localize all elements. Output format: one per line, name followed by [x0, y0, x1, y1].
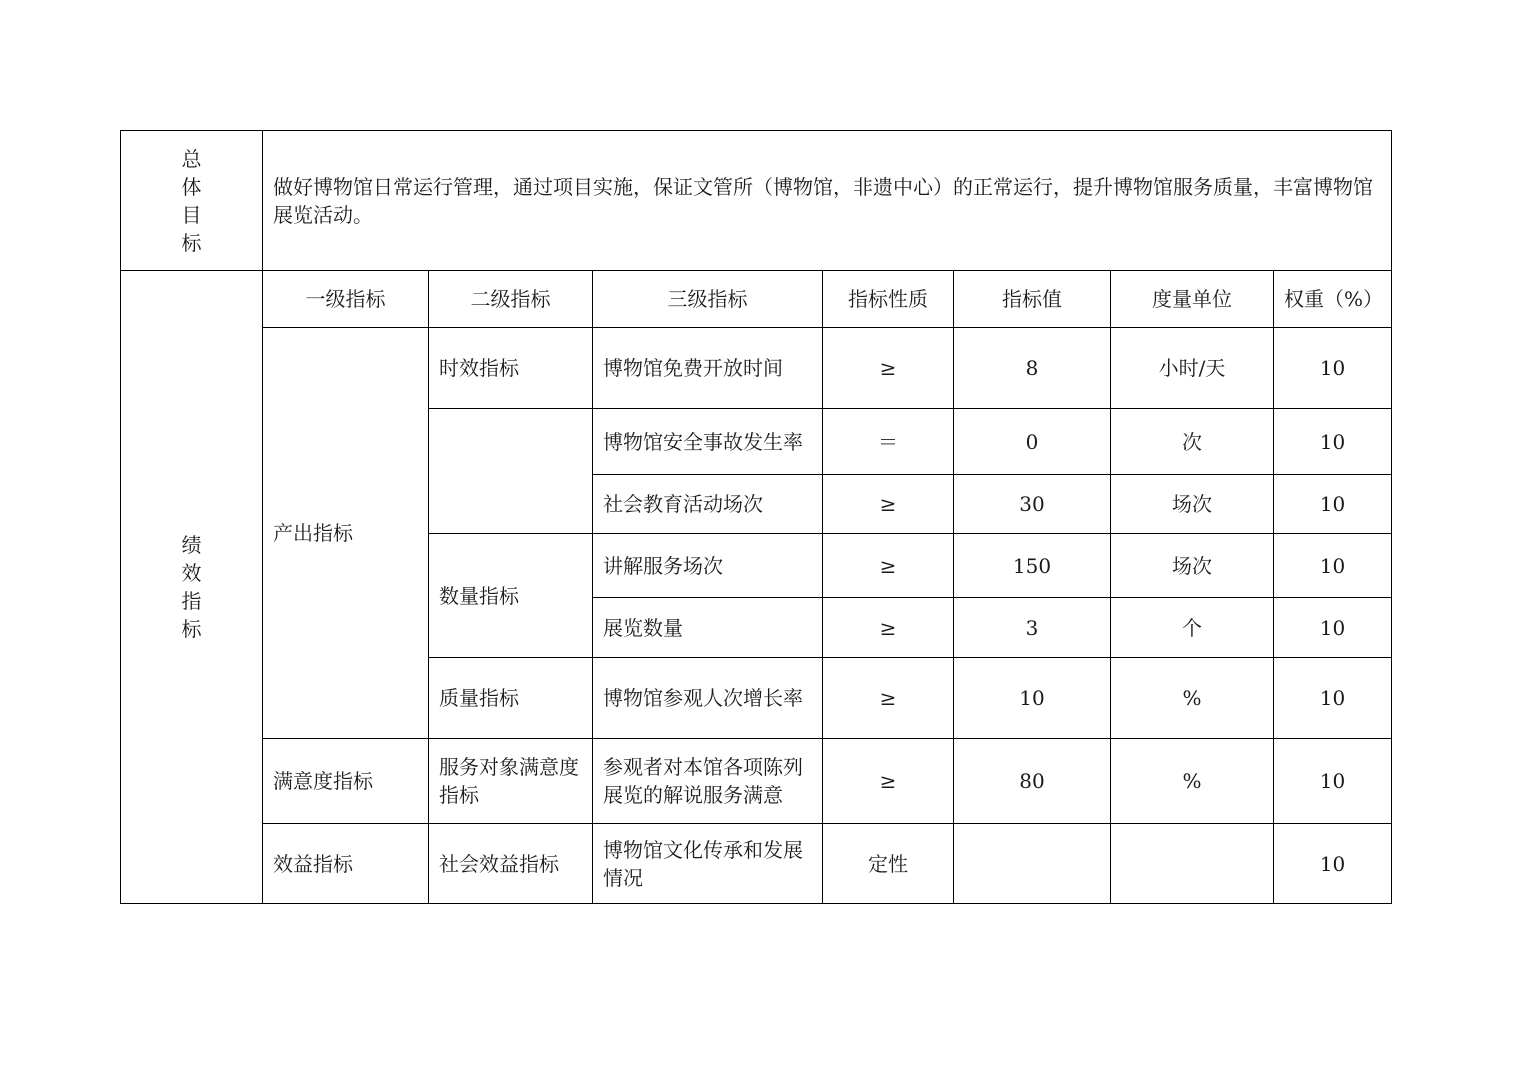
goal-row: [121, 131, 1392, 271]
unit-cell: %: [1111, 658, 1274, 739]
unit-cell: %: [1111, 739, 1274, 824]
level2-service-satisfaction: 服务对象满意度指标: [429, 739, 593, 824]
weight-cell: 10: [1274, 739, 1392, 824]
nature-cell: ≥: [823, 534, 954, 598]
unit-cell: 次: [1111, 409, 1274, 475]
level3-name: 讲解服务场次: [593, 534, 823, 598]
weight-cell: 10: [1274, 658, 1392, 739]
header-row: [121, 271, 1392, 328]
value-cell: 80: [954, 739, 1111, 824]
indicators-label: 绩效指标: [181, 533, 202, 641]
weight-cell: 10: [1274, 328, 1392, 409]
level2-timeliness: 时效指标: [429, 328, 593, 409]
value-cell: 10: [954, 658, 1111, 739]
table-row: [121, 824, 1392, 904]
level1-satisfaction: 满意度指标: [263, 739, 429, 824]
weight-cell: 10: [1274, 598, 1392, 658]
table-row: [121, 739, 1392, 824]
level3-name: 博物馆文化传承和发展情况: [593, 824, 823, 904]
unit-cell: [1111, 824, 1274, 904]
nature-cell: 定性: [823, 824, 954, 904]
header-value: 指标值: [954, 271, 1111, 328]
weight-cell: 10: [1274, 534, 1392, 598]
nature-cell: ≥: [823, 328, 954, 409]
level2-quantity: 数量指标: [429, 534, 593, 658]
level3-name: 博物馆免费开放时间: [593, 328, 823, 409]
nature-cell: ≥: [823, 475, 954, 534]
header-level1: 一级指标: [263, 271, 429, 328]
level2-social-benefit: 社会效益指标: [429, 824, 593, 904]
unit-cell: 场次: [1111, 475, 1274, 534]
value-cell: 3: [954, 598, 1111, 658]
value-cell: [954, 824, 1111, 904]
value-cell: 30: [954, 475, 1111, 534]
weight-cell: 10: [1274, 475, 1392, 534]
header-unit: 度量单位: [1111, 271, 1274, 328]
value-cell: 0: [954, 409, 1111, 475]
weight-cell: 10: [1274, 409, 1392, 475]
level3-name: 博物馆参观人次增长率: [593, 658, 823, 739]
level3-name: 展览数量: [593, 598, 823, 658]
header-weight: 权重（%）: [1274, 271, 1392, 328]
level2-blank: [429, 409, 593, 534]
value-cell: 8: [954, 328, 1111, 409]
level1-benefit: 效益指标: [263, 824, 429, 904]
goal-label: 总体目标: [181, 146, 202, 255]
nature-cell: ≥: [823, 739, 954, 824]
performance-goal-table: [120, 130, 1392, 904]
level1-output: 产出指标: [263, 328, 429, 739]
table-row: [121, 328, 1392, 409]
level3-name: 博物馆安全事故发生率: [593, 409, 823, 475]
goal-label-cell: [121, 131, 263, 271]
nature-cell: ≥: [823, 658, 954, 739]
nature-cell: ＝: [823, 409, 954, 475]
unit-cell: 场次: [1111, 534, 1274, 598]
weight-cell: 10: [1274, 824, 1392, 904]
header-level3: 三级指标: [593, 271, 823, 328]
indicators-label-cell: [121, 271, 263, 904]
level3-name: 参观者对本馆各项陈列展览的解说服务满意: [593, 739, 823, 824]
value-cell: 150: [954, 534, 1111, 598]
nature-cell: ≥: [823, 598, 954, 658]
goal-text: 做好博物馆日常运行管理，通过项目实施，保证文管所（博物馆，非遗中心）的正常运行，提升博物馆服务质量，丰富博物馆展览活动。: [263, 131, 1392, 271]
header-level2: 二级指标: [429, 271, 593, 328]
unit-cell: 小时/天: [1111, 328, 1274, 409]
header-nature: 指标性质: [823, 271, 954, 328]
level2-quality: 质量指标: [429, 658, 593, 739]
level3-name: 社会教育活动场次: [593, 475, 823, 534]
unit-cell: 个: [1111, 598, 1274, 658]
